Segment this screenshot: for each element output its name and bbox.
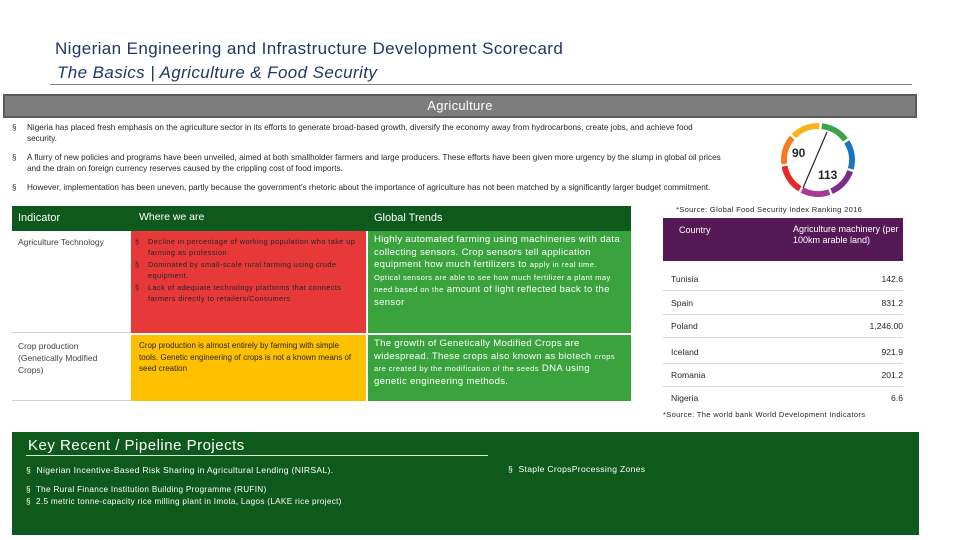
bullet-mark: §: [135, 237, 140, 246]
ring-segments: [784, 126, 852, 194]
trend-text-small: apply in real time. Optical sensors are able to see how much fertilizer a plant may need based on the: [374, 260, 611, 294]
trend-text-end: DNA using genetic engineering methods.: [374, 363, 590, 387]
bullet-mark: §: [12, 123, 17, 132]
project-item-text: Staple CropsProcessing Zones: [518, 464, 646, 474]
project-item: [26, 497, 342, 506]
machinery-table-header: [663, 218, 903, 261]
ring-segment: [802, 190, 829, 194]
ring-segment: [794, 126, 819, 136]
where-item: [135, 282, 362, 304]
where-item: [135, 259, 362, 281]
table-row: [663, 292, 903, 315]
intro-bullet: [12, 152, 724, 174]
project-item: [26, 465, 333, 475]
where-we-are-cell: [131, 231, 366, 333]
title-divider: [50, 84, 912, 85]
bullet-mark: §: [26, 497, 31, 506]
machinery-value: 921.9: [881, 347, 903, 357]
bullet-text: Nigeria has placed fresh emphasis on the agriculture sector in its efforts to generate broad-based growth, diversify the economy away from hydrocarbons, create jobs, and achieve food security.: [27, 123, 693, 143]
col-header-trends: Global Trends: [374, 212, 443, 224]
project-item: [26, 485, 267, 494]
where-item-text: Decline in percentage of working population who take up farming as profession.: [148, 237, 356, 257]
trend-text-large: Highly automated farming using machineries with data collecting sensors. Crop sensors tell application equipment how much fertilizers to: [374, 234, 620, 270]
project-item-text: The Rural Finance Institution Building Programme (RUFIN): [35, 485, 267, 494]
section-bar-agriculture: Agriculture: [3, 94, 917, 118]
where-item: [135, 236, 362, 258]
country-name: Tunisia: [671, 274, 699, 284]
table-row: [663, 364, 903, 387]
table-row: [663, 387, 903, 410]
country-name: Romania: [671, 370, 706, 380]
project-item: [508, 464, 645, 474]
where-item-text: Lack of adequate technology platforms that connects farmers directly to retailers/Consumers: [148, 283, 342, 303]
projects-panel: [12, 432, 919, 535]
indicator-cell: Agriculture Technology: [12, 231, 131, 333]
global-trend-cell: [368, 231, 631, 333]
projects-title-divider: [26, 455, 488, 456]
machinery-value: 831.2: [881, 298, 903, 308]
index-rank: 113: [818, 168, 838, 182]
machinery-value: 6.6: [891, 393, 903, 403]
machinery-value: 142.6: [881, 274, 903, 284]
where-we-are-cell: [131, 335, 366, 401]
country-name: Nigeria: [671, 393, 699, 403]
ring-segment: [785, 166, 800, 189]
table-row: [663, 315, 903, 338]
machinery-value: 201.2: [881, 370, 903, 380]
table-row: [663, 341, 903, 364]
bullet-mark: §: [26, 485, 31, 494]
where-item-text: Dominated by small-scale rural farming using crude equipment.: [148, 260, 337, 280]
col-header-country: Country: [679, 225, 711, 235]
intro-bullet: [12, 182, 724, 193]
indicator-cell: Crop production (Genetically Modified Crops): [12, 335, 131, 401]
projects-title: Key Recent / Pipeline Projects: [28, 437, 245, 454]
project-item-text: Nigerian Incentive-Based Risk Sharing in Agricultural Lending (NIRSAL).: [36, 465, 334, 475]
bullet-mark: §: [135, 283, 140, 292]
where-text: Crop production is almost entirely by farming with simple tools. Genetic engineering of crops is not a known means of seed creation: [139, 341, 352, 373]
global-trend-cell: [368, 335, 631, 401]
index-source-note: *Source: Global Food Security Index Ranking 2016: [676, 205, 863, 214]
col-header-where: Where we are: [139, 211, 205, 223]
ring-segment: [847, 142, 852, 169]
bullet-mark: §: [508, 464, 514, 474]
bullet-mark: §: [26, 465, 32, 475]
bullet-mark: §: [12, 183, 17, 192]
bullet-text: However, implementation has been uneven, partly because the government's rhetoric about the importance of agriculture has not been matched by a significantly larger budget commitment.: [27, 183, 711, 192]
indicator-table-header: [12, 206, 631, 231]
table-row: [663, 268, 903, 291]
trend-text-end: amount of light reflected back to the sensor: [374, 284, 610, 308]
col-header-indicator: Indicator: [18, 212, 61, 224]
country-name: Poland: [671, 321, 698, 331]
machinery-source-note: *Source: The world bank World Development Indicators: [663, 410, 866, 419]
country-name: Spain: [671, 298, 693, 308]
col-header-machinery: Agriculture machinery (per 100km arable land): [793, 224, 899, 245]
bullet-mark: §: [135, 260, 140, 269]
trend-text-large: The growth of Genetically Modified Crops are widespread. These crops also known as biotech: [374, 338, 592, 362]
food-security-index-ring: [775, 120, 861, 200]
intro-bullet: [12, 122, 712, 144]
page-title: Nigerian Engineering and Infrastructure Development Scorecard: [55, 39, 564, 58]
project-item-text: 2.5 metric tonne-capacity rice milling plant in Imota, Lagos (LAKE rice project): [36, 497, 342, 506]
index-score: 90: [792, 146, 806, 160]
page-subtitle: The Basics | Agriculture & Food Security: [57, 63, 378, 82]
machinery-value: 1,246.00: [869, 321, 903, 331]
country-name: Iceland: [671, 347, 699, 357]
bullet-mark: §: [12, 153, 17, 162]
trend-text-small: crops are created by the modification of the seeds: [374, 351, 616, 373]
bullet-text: A flurry of new policies and programs have been unveiled, aimed at both smallholder farmers and large producers. These efforts have been given more urgency by the slump in global oil prices and the drain on foreign currency reserves caused by the crippling cost of food imports.: [27, 153, 721, 173]
ring-segment: [822, 126, 846, 140]
